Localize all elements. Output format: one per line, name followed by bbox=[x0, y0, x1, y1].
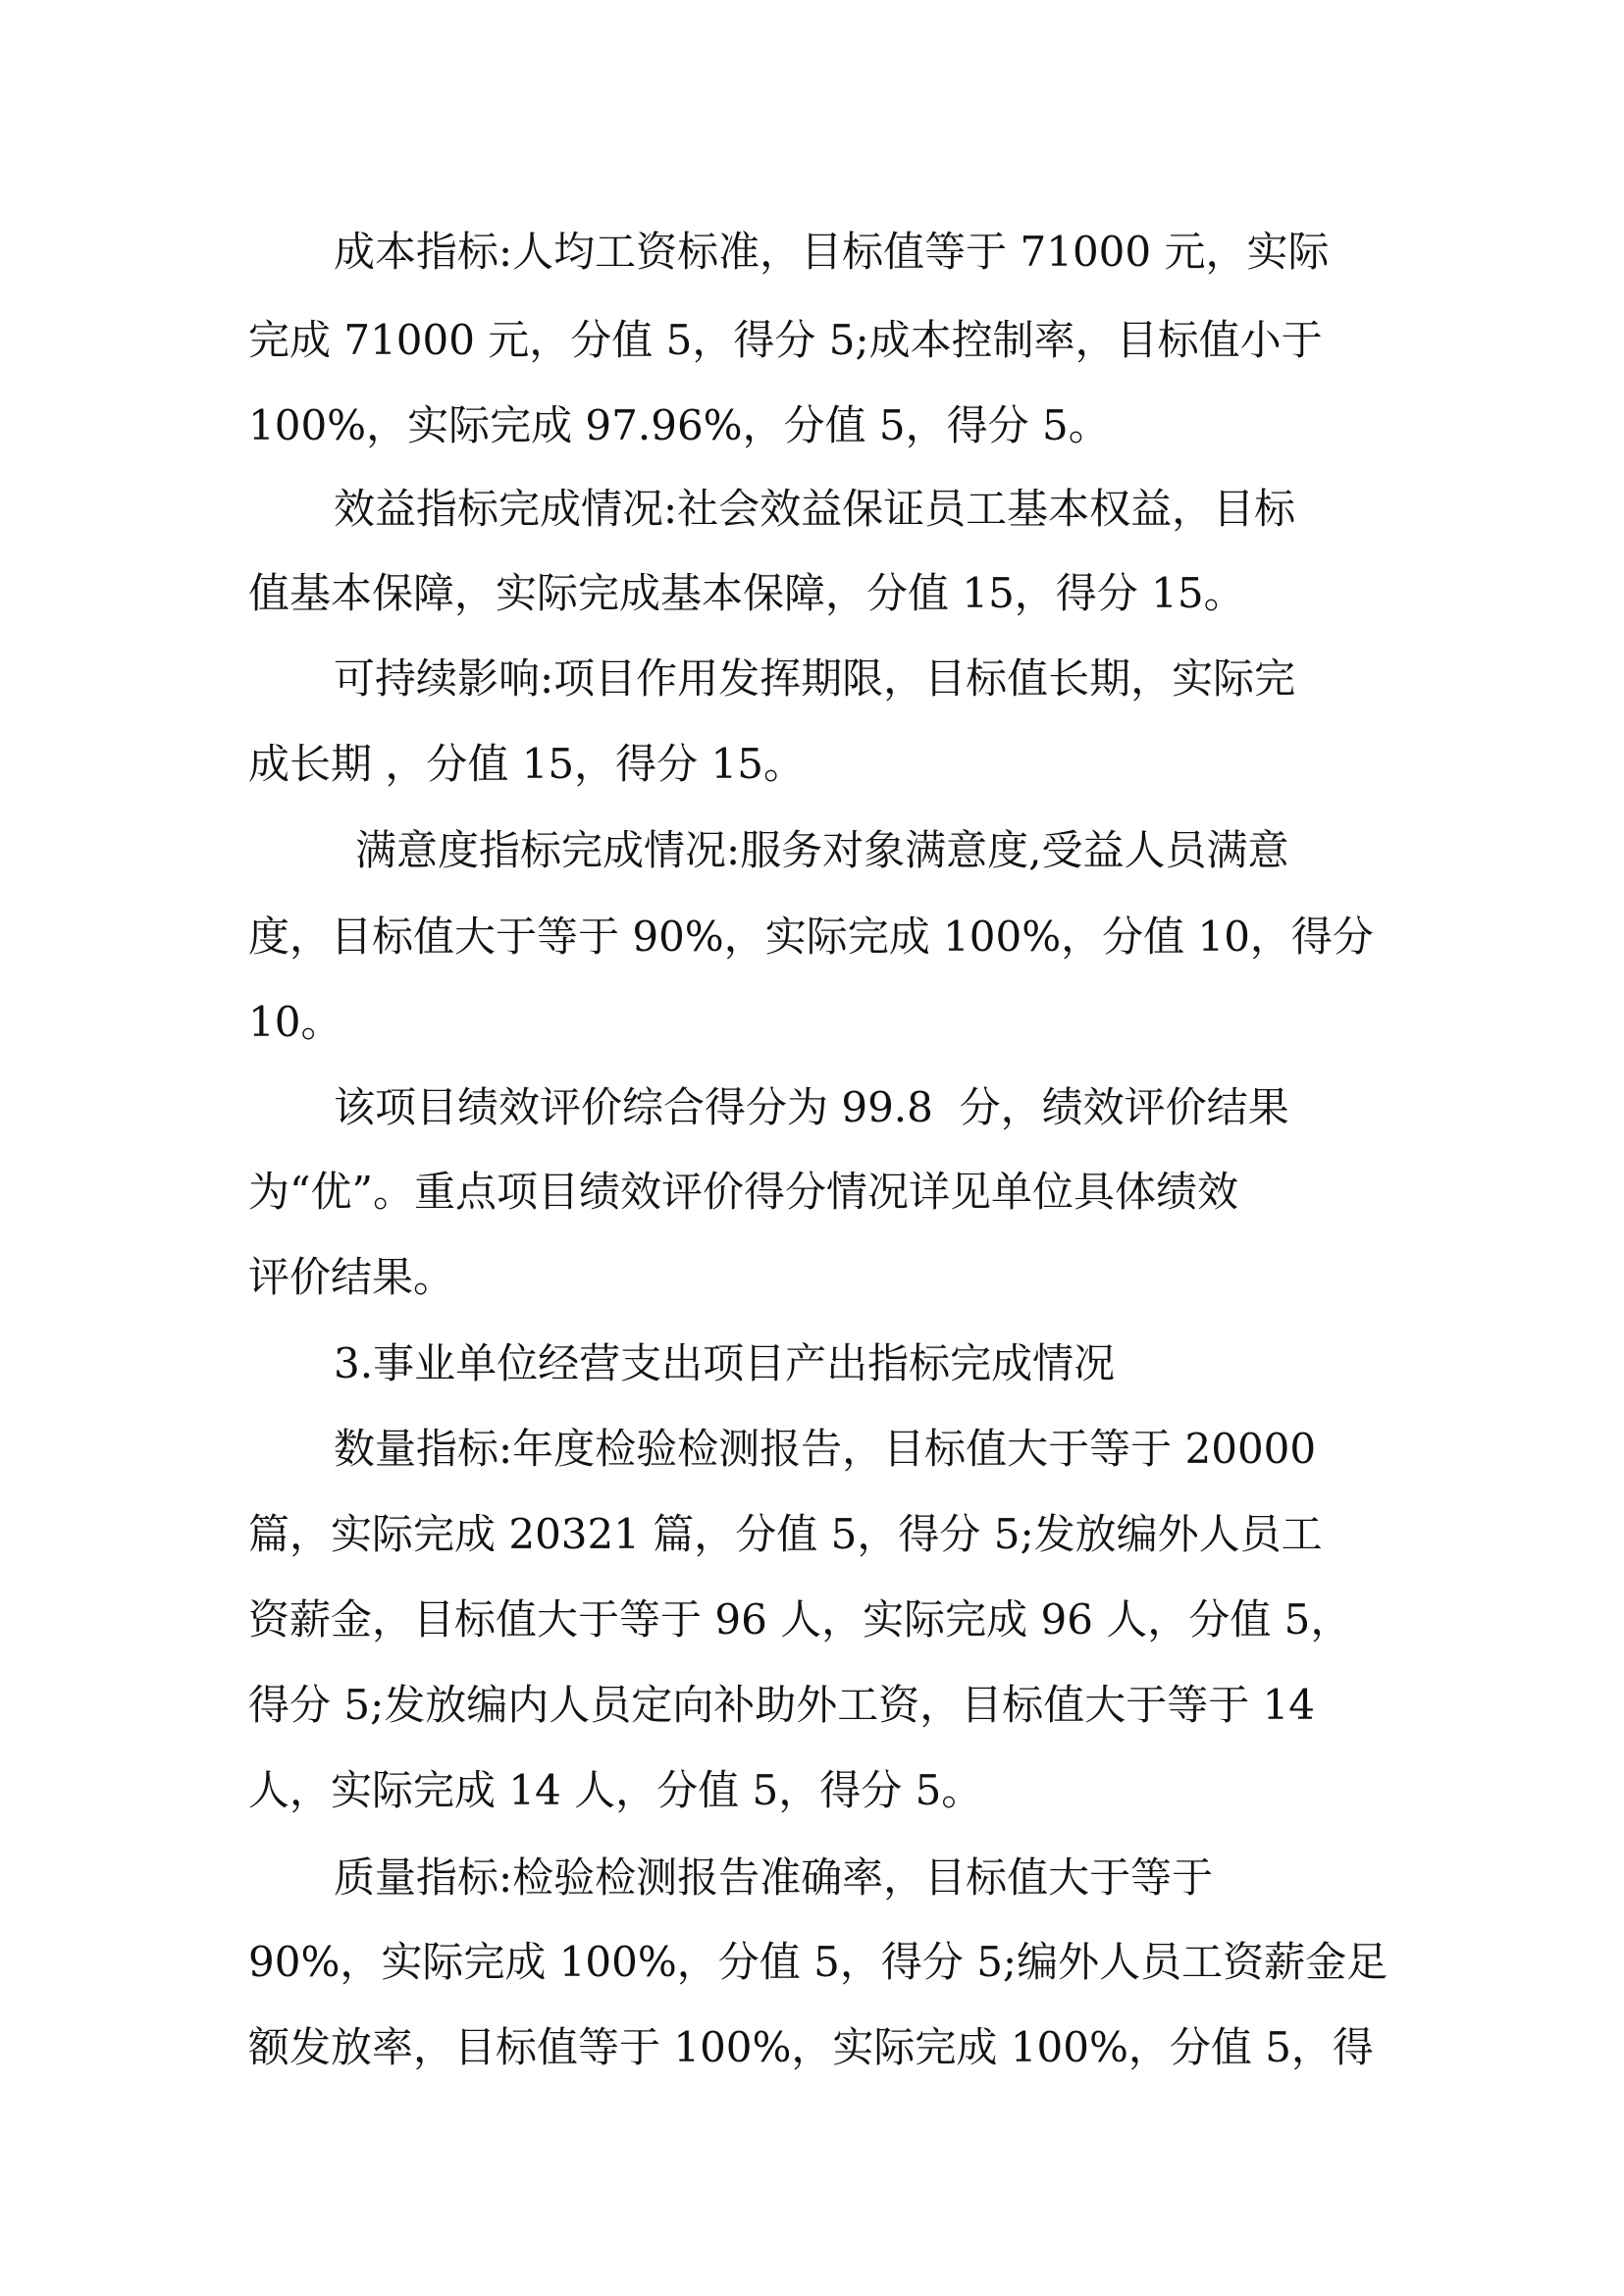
text-line: 90%，实际完成 100%，分值 5，得分 5;编外人员工资薪金足 bbox=[248, 1938, 1388, 1986]
text-line: 额发放率，目标值等于 100%，实际完成 100%，分值 5，得 bbox=[248, 2023, 1374, 2071]
text-line: 人，实际完成 14 人，分值 5，得分 5。 bbox=[248, 1766, 983, 1814]
text-line: 成长期 ，分值 15，得分 15。 bbox=[248, 740, 805, 788]
text-line: 数量指标:年度检验检测报告，目标值大于等于 20000 bbox=[334, 1425, 1317, 1473]
text-line: 可持续影响:项目作用发挥期限，目标值长期，实际完 bbox=[334, 654, 1296, 703]
text-line: 度，目标值大于等于 90%，实际完成 100%，分值 10，得分 bbox=[248, 913, 1374, 961]
text-line: 完成 71000 元，分值 5，得分 5;成本控制率，目标值小于 bbox=[248, 316, 1323, 364]
section-heading: 3.事业单位经营支出项目产出指标完成情况 bbox=[334, 1339, 1116, 1387]
text-line: 资薪金，目标值大于等于 96 人，实际完成 96 人，分值 5， bbox=[248, 1595, 1352, 1644]
text-line: 效益指标完成情况:社会效益保证员工基本权益，目标 bbox=[334, 485, 1296, 533]
text-line: 为“优”。重点项目绩效评价得分情况详见单位具体绩效 bbox=[248, 1168, 1238, 1216]
text-line: 评价结果。 bbox=[248, 1253, 455, 1301]
text-line: 该项目绩效评价综合得分为 99.8 分，绩效评价结果 bbox=[334, 1083, 1289, 1131]
text-line: 得分 5;发放编内人员定向补助外工资，目标值大于等于 14 bbox=[248, 1681, 1316, 1729]
text-line: 质量指标:检验检测报告准确率，目标值大于等于 bbox=[334, 1853, 1214, 1902]
text-line: 成本指标:人均工资标准，目标值等于 71000 元，实际 bbox=[334, 228, 1330, 276]
text-line: 10。 bbox=[248, 998, 342, 1046]
text-line: 满意度指标完成情况:服务对象满意度,受益人员满意 bbox=[355, 826, 1289, 874]
text-line: 值基本保障，实际完成基本保障，分值 15，得分 15。 bbox=[248, 569, 1245, 617]
text-line: 100%，实际完成 97.96%，分值 5，得分 5。 bbox=[248, 401, 1110, 449]
text-line: 篇，实际完成 20321 篇，分值 5，得分 5;发放编外人员工 bbox=[248, 1510, 1323, 1558]
